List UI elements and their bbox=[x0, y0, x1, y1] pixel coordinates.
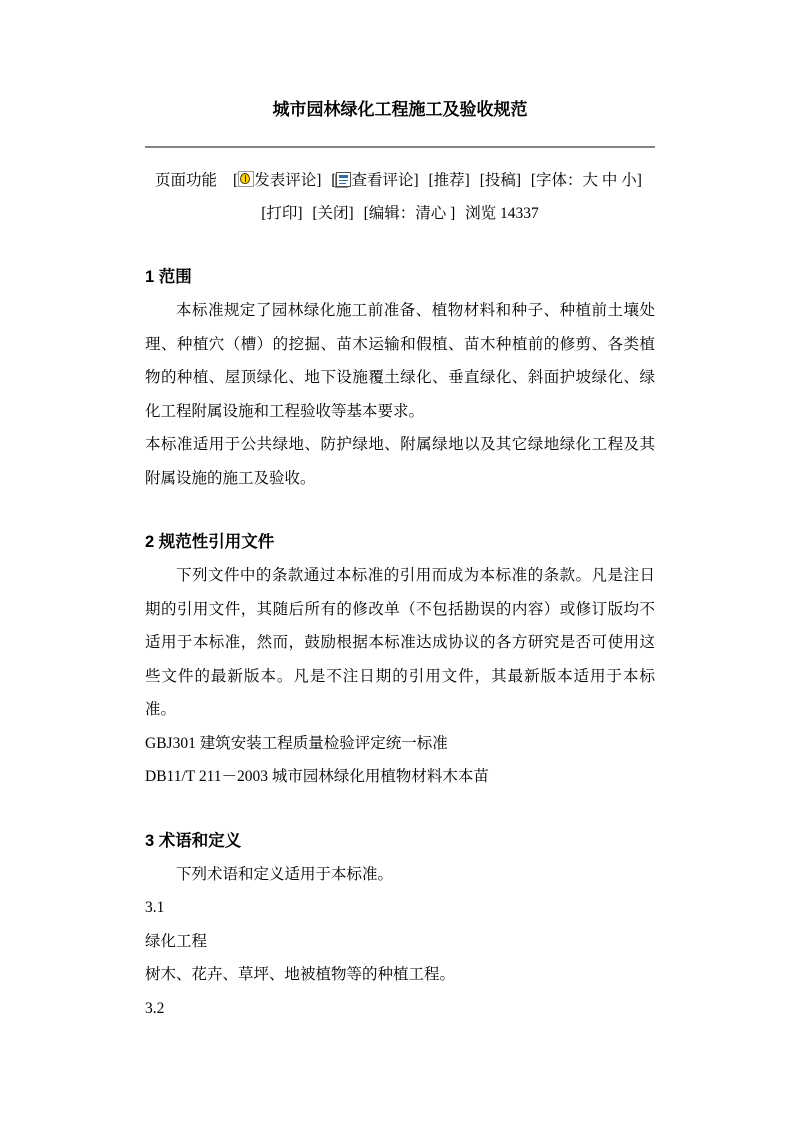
paragraph: 下列文件中的条款通过本标准的引用而成为本标准的条款。凡是注日期的引用文件，其随后所有的修改单（不包括勘误的内容）或修订版均不适用于本标准，然而，鼓励根据本标准达成协议的各方研究是否可使用这些文件的最新版本。凡是不注日期的引用文件，其最新版本适用于本标准。 bbox=[145, 567, 655, 718]
icon-shape bbox=[245, 175, 246, 182]
editor-credit: [编辑：清心 ] bbox=[363, 205, 456, 222]
action-font-size[interactable]: [字体：大 中 小] bbox=[530, 172, 642, 189]
action-label: 发表评论] bbox=[254, 172, 322, 189]
action-view-comments[interactable] bbox=[331, 172, 418, 189]
action-post-comment[interactable] bbox=[233, 172, 321, 189]
page-title: 城市园林绿化工程施工及验收规范 bbox=[272, 100, 528, 119]
paragraph: DB11/T 211－2003 城市园林绿化用植物材料木本苗 bbox=[145, 768, 489, 785]
post-comment-icon bbox=[238, 171, 254, 187]
action-print[interactable]: [打印] bbox=[261, 205, 303, 222]
section-heading: 3 术语和定义 bbox=[145, 831, 242, 850]
title-divider bbox=[145, 146, 655, 148]
icon-shape bbox=[339, 175, 348, 178]
view-comments-icon bbox=[336, 172, 351, 187]
page-actions-bar bbox=[145, 164, 655, 230]
action-close[interactable]: [关闭] bbox=[312, 205, 354, 222]
clause-number: 3.2 bbox=[145, 999, 165, 1017]
icon-shape bbox=[339, 183, 346, 184]
paragraph: GBJ301 建筑安装工程质量检验评定统一标准 bbox=[145, 734, 448, 752]
section-scope bbox=[145, 261, 655, 495]
section-normative-references bbox=[145, 526, 655, 794]
term-definition: 树木、花卉、草坪、地被植物等的种植工程。 bbox=[145, 966, 456, 983]
term-title: 绿化工程 bbox=[145, 932, 208, 950]
page-actions-label: 页面功能 bbox=[155, 172, 218, 189]
icon-shape bbox=[339, 180, 348, 181]
paragraph: 本标准规定了园林绿化施工前准备、植物材料和种子、种植前土壤处理、种植穴（槽）的挖掘、苗木运输和假植、苗木种植前的修剪、各类植物的种植、屋顶绿化、地下设施覆土绿化、垂直绿化、斜面护坡绿化、绿化工程附属设施和工程验收等基本要求。 bbox=[145, 302, 655, 420]
section-terms-and-definitions bbox=[145, 825, 655, 1026]
view-count: 浏览 14337 bbox=[465, 205, 539, 222]
section-heading: 2 规范性引用文件 bbox=[145, 533, 275, 551]
action-recommend[interactable]: [推荐] bbox=[428, 172, 470, 189]
action-submit-article[interactable]: [投稿] bbox=[479, 172, 522, 189]
clause-number: 3.1 bbox=[145, 899, 165, 916]
bracket: [ bbox=[331, 172, 337, 189]
action-label: 查看评论] bbox=[351, 172, 419, 189]
paragraph: 本标准适用于公共绿地、防护绿地、附属绿地以及其它绿地绿化工程及其附属设施的施工及验收。 bbox=[145, 436, 655, 487]
bracket: [ bbox=[233, 172, 239, 189]
paragraph: 下列术语和定义适用于本标准。 bbox=[176, 865, 394, 883]
section-heading: 1 范围 bbox=[145, 268, 192, 286]
